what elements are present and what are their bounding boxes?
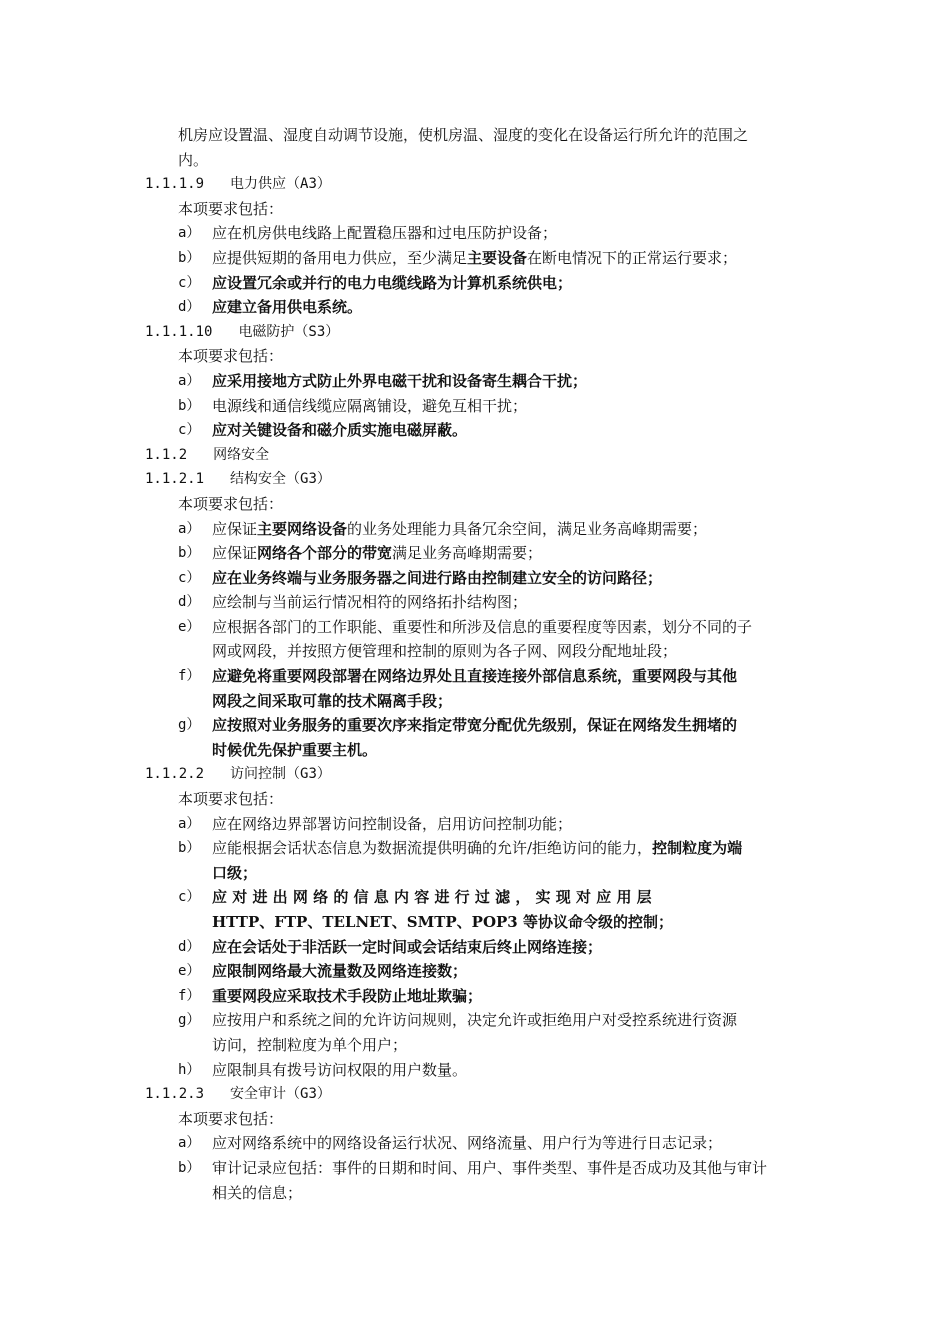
- list-item: b） 电源线和通信线缆应隔离铺设，避免互相干扰；: [178, 396, 528, 415]
- list-item: c） 应 对 进 出 网 络 的 信 息 内 容 进 行 过 滤 ， 实 现 对 应 用 层: [178, 888, 652, 907]
- section-heading-1-1-2-1: 1.1.2.1 结构安全（G3）: [145, 471, 331, 488]
- list-item: f） 应避免将重要网段部署在网络边界处且直接连接外部信息系统，重要网段与其他: [178, 667, 738, 686]
- section-heading-1-1-2-3: 1.1.2.3 安全审计（G3）: [145, 1086, 331, 1103]
- section-heading-1-1-1-10: 1.1.1.10 电磁防护（S3）: [145, 323, 340, 340]
- section-heading-1-1-2-2: 1.1.2.2 访问控制（G3）: [145, 766, 331, 783]
- list-item-cont: 访问，控制粒度为单个用户；: [212, 1035, 408, 1054]
- section-heading-1-1-2: 1.1.2 网络安全: [145, 446, 270, 463]
- list-item: a） 应采用接地方式防止外界电磁干扰和设备寄生耦合干扰；: [178, 371, 588, 390]
- list-item: c） 应设置冗余或并行的电力电缆线路为计算机系统供电；: [178, 273, 573, 292]
- list-item: c） 应对关键设备和磁介质实施电磁屏蔽。: [178, 421, 468, 440]
- list-item: d） 应在会话处于非活跃一定时间或会话结束后终止网络连接；: [178, 937, 603, 956]
- list-item-cont: HTTP、FTP、TELNET、SMTP、POP3 等协议命令级的控制；: [212, 913, 673, 931]
- list-item: a） 应对网络系统中的网络设备运行状况、网络流量、用户行为等进行日志记录；: [178, 1134, 723, 1153]
- list-item: a） 应在网络边界部署访问控制设备，启用访问控制功能；: [178, 814, 573, 833]
- list-item-cont: 相关的信息；: [212, 1183, 303, 1202]
- list-item: b） 应能根据会话状态信息为数据流提供明确的允许/拒绝访问的能力，控制粒度为端: [178, 839, 743, 858]
- section-lead: 本项要求包括：: [178, 790, 284, 809]
- list-item: g） 应按用户和系统之间的允许访问规则，决定允许或拒绝用户对受控系统进行资源: [178, 1011, 738, 1030]
- list-item-cont: 网或网段，并按照方便管理和控制的原则为各子网、网段分配地址段；: [212, 642, 678, 661]
- section-lead: 本项要求包括：: [178, 1109, 284, 1128]
- list-item: a） 应在机房供电线路上配置稳压器和过电压防护设备；: [178, 224, 558, 243]
- list-item: c） 应在业务终端与业务服务器之间进行路由控制建立安全的访问路径；: [178, 568, 663, 587]
- list-item: g） 应按照对业务服务的重要次序来指定带宽分配优先级别，保证在网络发生拥堵的: [178, 716, 738, 735]
- list-item: d） 应绘制与当前运行情况相符的网络拓扑结构图；: [178, 593, 528, 612]
- list-item: e） 应限制网络最大流量数及网络连接数；: [178, 962, 468, 981]
- list-item-cont: 口级；: [212, 863, 258, 882]
- intro-paragraph: 机房应设置温、湿度自动调节设施，使机房温、湿度的变化在设备运行所允许的范围之: [178, 126, 749, 144]
- intro-paragraph-cont: 内。: [178, 150, 209, 169]
- section-lead: 本项要求包括：: [178, 494, 284, 513]
- list-item: a） 应保证主要网络设备的业务处理能力具备冗余空间，满足业务高峰期需要；: [178, 519, 708, 538]
- list-item: b） 应保证网络各个部分的带宽满足业务高峰期需要；: [178, 544, 543, 563]
- section-heading-1-1-1-9: 1.1.1.9 电力供应（A3）: [145, 176, 331, 193]
- section-lead: 本项要求包括：: [178, 347, 284, 366]
- list-item-cont: 时候优先保护重要主机。: [212, 740, 378, 759]
- section-lead: 本项要求包括：: [178, 199, 284, 218]
- list-item: h） 应限制具有拨号访问权限的用户数量。: [178, 1060, 468, 1079]
- list-item: b） 应提供短期的备用电力供应，至少满足主要设备在断电情况下的正常运行要求；: [178, 248, 738, 267]
- list-item: f） 重要网段应采取技术手段防止地址欺骗；: [178, 986, 483, 1005]
- list-item: e） 应根据各部门的工作职能、重要性和所涉及信息的重要程度等因素，划分不同的子: [178, 617, 753, 636]
- document-body: [0, 123, 950, 1205]
- list-item: d） 应建立备用供电系统。: [178, 298, 363, 317]
- list-item-cont: 网段之间采取可靠的技术隔离手段；: [212, 691, 453, 710]
- list-item: b） 审计记录应包括：事件的日期和时间、用户、事件类型、事件是否成功及其他与审计: [178, 1158, 768, 1177]
